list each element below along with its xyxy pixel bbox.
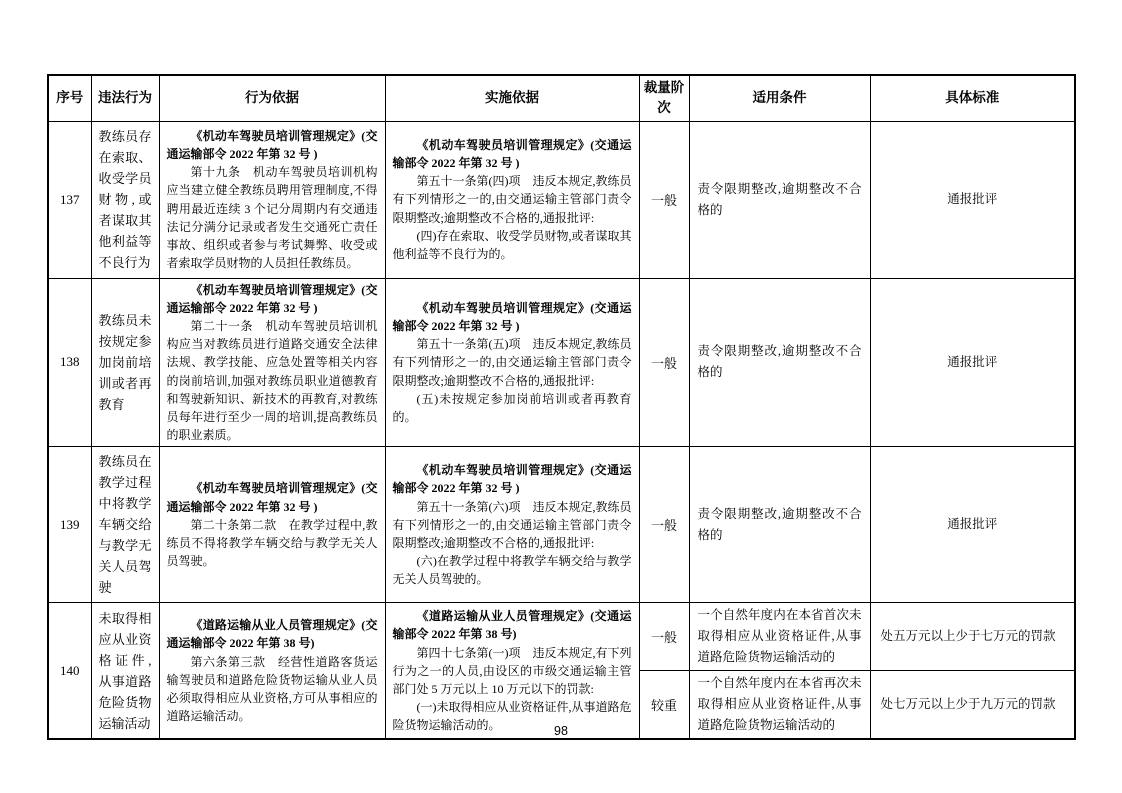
law-title: 《机动车驾驶员培训管理规定》(交通运输部令 2022 年第 32 号 ) — [392, 137, 632, 170]
standard-cell: 处七万元以上少于九万元的罚款 — [870, 671, 1075, 740]
law-text: 第二十一条 机动车驾驶员培训机构应当对教练员进行道路交通安全法律法规、教学技能、应急处置等相关内容的岗前培训,加强对教练员职业道德教育和驾驶新知识、新技术的再教育,对教练员每年进行至少一周的培训,提高教练员的职业素质。 — [166, 318, 378, 443]
law-text: 第五十一条第(五)项 违反本规定,教练员有下列情形之一的,由交通运输主管部门责令限期整改;逾期整改不合格的,通报批评: — [392, 337, 632, 388]
page-number: 98 — [554, 724, 568, 738]
header-row — [48, 75, 1075, 121]
law-title: 《机动车驾驶员培训管理规定》(交通运输部令 2022 年第 32 号 ) — [166, 128, 378, 161]
law-text: 第二十条第二款 在教学过程中,教练员不得将教学车辆交给与教学无关人员驾驶。 — [166, 517, 378, 569]
header-violation: 违法行为 — [91, 75, 159, 121]
standard-cell: 处五万元以上少于七万元的罚款 — [870, 603, 1075, 671]
violation-cell: 教练员未按规定参加岗前培训或者再教育 — [91, 278, 159, 447]
law-text: 第五十一条第(六)项 违反本规定,教练员有下列情形之一的,由交通运输主管部门责令限期整改;逾期整改不合格的,通报批评: — [392, 499, 632, 550]
table-row — [48, 278, 1075, 447]
seq-cell: 138 — [48, 278, 91, 447]
behavior-basis-cell — [159, 603, 385, 740]
implementation-basis-cell — [385, 121, 639, 278]
condition-cell: 一个自然年度内在本省首次未取得相应从业资格证件,从事道路危险货物运输活动的 — [689, 603, 870, 671]
condition-cell: 一个自然年度内在本省再次未取得相应从业资格证件,从事道路危险货物运输活动的 — [689, 671, 870, 740]
behavior-basis-cell — [159, 447, 385, 603]
implementation-basis-cell — [385, 447, 639, 603]
standard-cell: 通报批评 — [870, 447, 1075, 603]
header-implementation-basis: 实施依据 — [385, 75, 639, 121]
table-row — [48, 447, 1075, 603]
law-title: 《机动车驾驶员培训管理规定》(交通运输部令 2022 年第 32 号 ) — [392, 463, 632, 496]
law-text: (五)未按规定参加岗前培训或者再教育的。 — [392, 391, 632, 424]
behavior-basis-cell — [159, 278, 385, 447]
seq-cell: 137 — [48, 121, 91, 278]
tier-cell: 一般 — [639, 603, 689, 671]
law-text: 第四十七条第(一)项 违反本规定,有下列行为之一的人员,由设区的市级交通运输主管部门处 5 万元以上 10 万元以下的罚款: — [392, 645, 632, 696]
violation-cell: 教练员在教学过程中将教学车辆交给与教学无关人员驾驶 — [91, 447, 159, 603]
tier-cell: 一般 — [639, 121, 689, 278]
table-row — [48, 603, 1075, 671]
tier-cell: 较重 — [639, 671, 689, 740]
law-title: 《机动车驾驶员培训管理规定》(交通运输部令 2022 年第 32 号 ) — [392, 300, 632, 333]
header-discretion-tier: 裁量阶次 — [639, 75, 689, 121]
tier-cell: 一般 — [639, 278, 689, 447]
law-title: 《机动车驾驶员培训管理规定》(交通运输部令 2022 年第 32 号 ) — [166, 481, 378, 514]
behavior-basis-cell — [159, 121, 385, 278]
condition-cell: 责令限期整改,逾期整改不合格的 — [689, 447, 870, 603]
header-specific-standard: 具体标准 — [870, 75, 1075, 121]
seq-cell: 139 — [48, 447, 91, 603]
standard-cell: 通报批评 — [870, 121, 1075, 278]
header-seq: 序号 — [48, 75, 91, 121]
implementation-basis-cell — [385, 278, 639, 447]
table-row — [48, 121, 1075, 278]
law-title: 《机动车驾驶员培训管理规定》(交通运输部令 2022 年第 32 号 ) — [166, 282, 378, 315]
violation-cell: 未取得相应从业资格证件,从事道路危险货物运输活动 — [91, 603, 159, 740]
law-text: (一)未取得相应从业资格证件,从事道路危险货物运输活动的。 — [392, 700, 632, 733]
law-text: 第十九条 机动车驾驶员培训机构应当建立健全教练员聘用管理制度,不得聘用最近连续 3 个记分周期内有交通违法记分满分记录或者发生交通死亡责任事故、组织或者参与考试舞弊、收受或者索取学员财物的人员担任教练员。 — [166, 165, 378, 271]
header-behavior-basis: 行为依据 — [159, 75, 385, 121]
condition-cell: 责令限期整改,逾期整改不合格的 — [689, 278, 870, 447]
tier-cell: 一般 — [639, 447, 689, 603]
law-title: 《道路运输从业人员管理规定》(交通运输部令 2022 年第 38 号) — [166, 618, 378, 651]
header-applicable-condition: 适用条件 — [689, 75, 870, 121]
law-text: 第六条第三款 经营性道路客货运输驾驶员和道路危险货物运输从业人员必须取得相应从业资格,方可从事相应的道路运输活动。 — [166, 654, 378, 724]
law-text: 第五十一条第(四)项 违反本规定,教练员有下列情形之一的,由交通运输主管部门责令限期整改;逾期整改不合格的,通报批评: — [392, 174, 632, 225]
condition-cell: 责令限期整改,逾期整改不合格的 — [689, 121, 870, 278]
law-text: (六)在教学过程中将教学车辆交给与教学无关人员驾驶的。 — [392, 554, 632, 587]
implementation-basis-cell — [385, 603, 639, 740]
violation-cell: 教练员存在索取、收受学员财物,或者谋取其他利益等不良行为 — [91, 121, 159, 278]
law-text: (四)存在索取、收受学员财物,或者谋取其他利益等不良行为的。 — [392, 228, 632, 261]
seq-cell: 140 — [48, 603, 91, 740]
penalty-discretion-table — [47, 74, 1076, 740]
standard-cell: 通报批评 — [870, 278, 1075, 447]
law-title: 《道路运输从业人员管理规定》(交通运输部令 2022 年第 38 号) — [392, 609, 632, 642]
